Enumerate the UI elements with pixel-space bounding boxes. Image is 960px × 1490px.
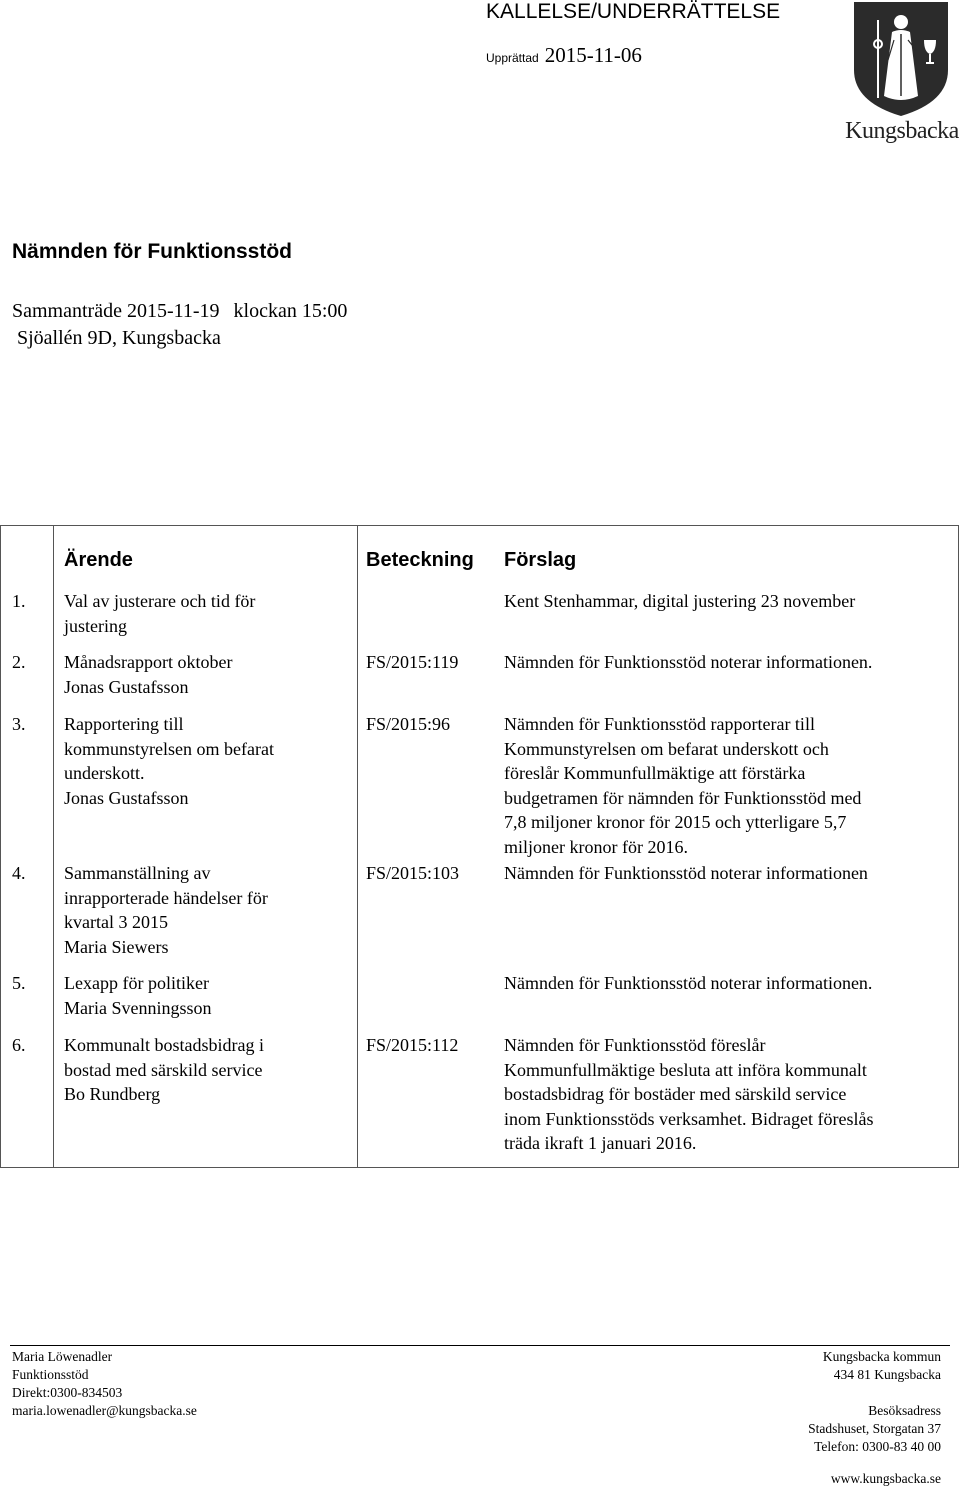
item-proposal [504, 589, 954, 614]
footer-postal-address [641, 1348, 941, 1384]
item-title-line: underskott. [64, 763, 145, 783]
item-proposal [504, 1033, 954, 1156]
meeting-time: klockan 15:00 [233, 300, 348, 322]
item-title [64, 650, 354, 699]
footer-divider [10, 1345, 950, 1346]
item-title-line: Sammanställning av [64, 863, 211, 883]
column-header-item: Ärende [64, 549, 133, 571]
item-title [64, 712, 354, 810]
item-number: 3. [12, 714, 26, 734]
visiting-address: Stadshuset, Storgatan 37 [808, 1421, 941, 1436]
created-value: 2015-11-06 [544, 43, 642, 67]
item-title-line: justering [64, 615, 127, 636]
logo-wordmark: Kungsbacka [845, 118, 959, 144]
item-title [64, 1033, 354, 1107]
item-title-line: Rapportering till [64, 714, 184, 734]
proposal-line: budgetramen för nämnden för Funktionsstöd med [504, 787, 862, 808]
item-number: 5. [12, 973, 26, 993]
item-proposal [504, 861, 954, 886]
footer-contact [12, 1348, 197, 1420]
item-proposal [504, 712, 954, 859]
item-title [64, 971, 354, 1020]
item-reference: FS/2015:112 [366, 1035, 459, 1055]
table-divider [357, 525, 358, 1168]
item-proposal [504, 650, 954, 675]
item-reference: FS/2015:96 [366, 714, 451, 734]
proposal-line: träda ikraft 1 januari 2016. [504, 1133, 697, 1153]
proposal-line: Nämnden för Funktionsstöd föreslår [504, 1035, 766, 1055]
item-title-line: inrapporterade händelser för [64, 887, 268, 908]
visiting-address-label: Besöksadress [868, 1403, 941, 1418]
proposal-line: Kommunstyrelsen om befarat underskott och [504, 738, 829, 759]
item-title-line: Lexapp för politiker [64, 973, 209, 993]
proposal-line: 7,8 miljoner kronor för 2015 och ytterligare 5,7 [504, 812, 847, 832]
proposal-line: miljoner kronor för 2016. [504, 836, 688, 857]
item-title-line: Månadsrapport oktober [64, 652, 233, 672]
meeting-location: Sjöallén 9D, Kungsbacka [17, 327, 221, 349]
item-title-line: Val av justerare och tid för [64, 591, 256, 611]
item-title-line: bostad med särskild service [64, 1059, 263, 1080]
org-name: Kungsbacka kommun [822, 1349, 941, 1364]
meeting-datetime [12, 300, 347, 323]
item-title-line: Maria Svenningsson [64, 997, 212, 1018]
website-link[interactable]: www.kungsbacka.se [830, 1471, 941, 1486]
contact-name: Maria Löwenadler [12, 1349, 113, 1364]
proposal-line: Nämnden för Funktionsstöd noterar informationen. [504, 973, 873, 993]
item-number: 4. [12, 863, 26, 883]
org-phone: Telefon: 0300-83 40 00 [814, 1439, 941, 1454]
column-header-proposal: Förslag [504, 549, 577, 571]
item-title [64, 861, 354, 959]
item-title-line: Bo Rundberg [64, 1084, 161, 1104]
document-type: KALLELSE/UNDERRÄTTELSE [486, 0, 781, 23]
item-number: 1. [12, 591, 26, 611]
item-title [64, 589, 354, 638]
item-number: 2. [12, 652, 26, 672]
created-date [486, 43, 642, 68]
item-proposal [504, 971, 954, 996]
contact-email-link[interactable]: maria.lowenadler@kungsbacka.se [12, 1403, 197, 1418]
proposal-line: Nämnden för Funktionsstöd noterar informationen. [504, 652, 873, 672]
item-reference: FS/2015:103 [366, 863, 460, 883]
proposal-line: Kent Stenhammar, digital justering 23 november [504, 591, 856, 611]
contact-phone: Direkt:0300-834503 [12, 1385, 123, 1400]
proposal-line: Kommunfullmäktige besluta att införa kommunalt [504, 1059, 867, 1080]
table-divider [53, 525, 54, 1168]
proposal-line: bostadsbidrag för bostäder med särskild service [504, 1084, 847, 1104]
meeting-session: Sammanträde 2015-11-19 [12, 300, 220, 322]
item-title-line: kommunstyrelsen om befarat [64, 738, 274, 759]
proposal-line: Nämnden för Funktionsstöd rapporterar till [504, 714, 815, 734]
item-title-line: Maria Siewers [64, 936, 169, 957]
contact-department: Funktionsstöd [12, 1367, 89, 1382]
committee-title: Nämnden för Funktionsstöd [12, 240, 292, 263]
proposal-line: föreslår Kommunfullmäktige att förstärka [504, 763, 806, 783]
created-label: Upprättad [486, 51, 539, 65]
column-header-reference: Beteckning [366, 549, 474, 571]
item-title-line: kvartal 3 2015 [64, 912, 168, 932]
footer-visiting-address [641, 1402, 941, 1456]
proposal-line: Nämnden för Funktionsstöd noterar informationen [504, 863, 868, 883]
item-reference: FS/2015:119 [366, 652, 459, 672]
item-title-line: Jonas Gustafsson [64, 676, 189, 697]
postal-address: 434 81 Kungsbacka [833, 1367, 941, 1382]
item-number: 6. [12, 1035, 26, 1055]
item-title-line: Kommunalt bostadsbidrag i [64, 1035, 264, 1055]
proposal-line: inom Funktionsstöds verksamhet. Bidraget föreslås [504, 1108, 874, 1129]
item-title-line: Jonas Gustafsson [64, 787, 189, 808]
